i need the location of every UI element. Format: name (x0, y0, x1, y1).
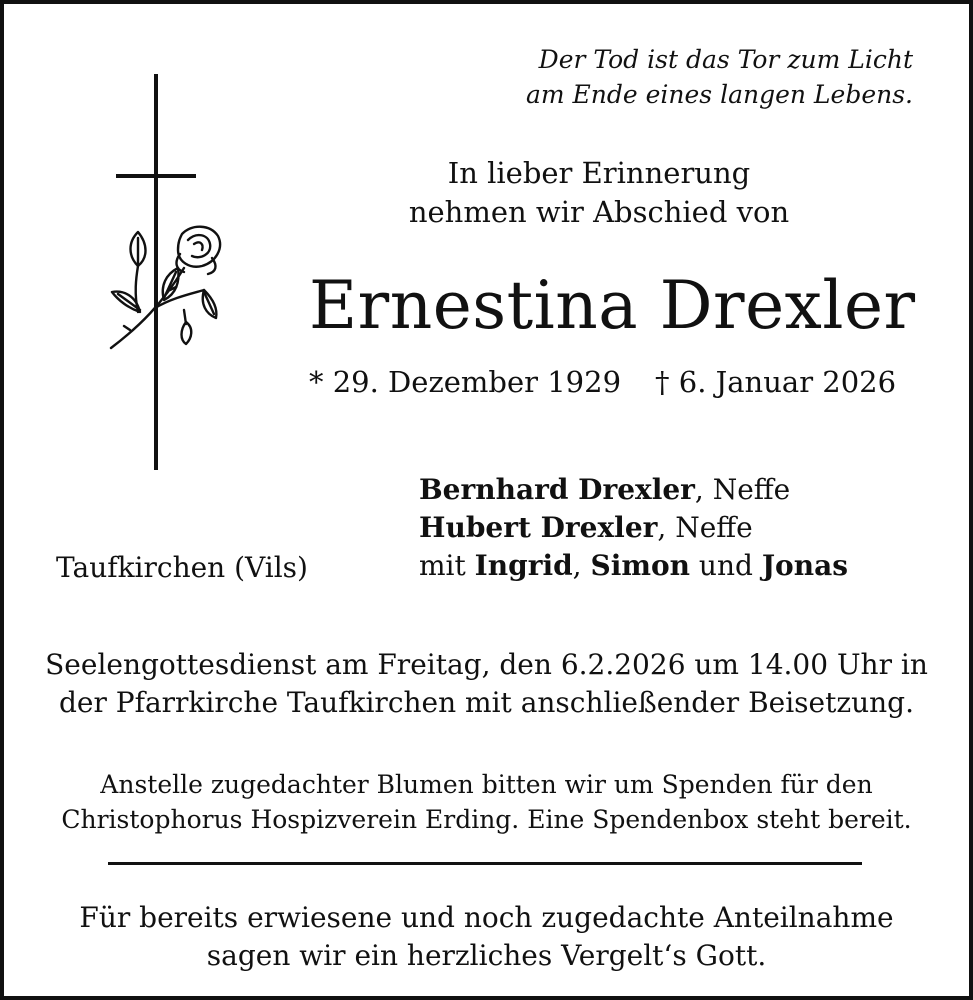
mourner-name: Simon (590, 549, 691, 582)
rose-icon (111, 227, 220, 348)
epigraph-quote (526, 42, 913, 112)
intro-line-2: nehmen wir Abschied von (408, 195, 790, 229)
mourner-line-1 (419, 471, 848, 509)
donation-line-2: Christophorus Hospizverein Erding. Eine Spendenbox steht bereit. (61, 805, 912, 834)
divider-line (108, 862, 862, 865)
mourner-line-3 (419, 547, 848, 585)
quote-line-2: am Ende eines langen Lebens. (525, 80, 913, 109)
deceased-name: Ernestina Drexler (309, 267, 916, 344)
intro-text (334, 154, 864, 232)
mourner-separator: , (572, 549, 591, 582)
mourner-prefix: mit (419, 549, 475, 582)
mourner-name: Hubert Drexler (419, 511, 658, 544)
donation-line-1: Anstelle zugedachter Blumen bitten wir um Spenden für den (100, 770, 873, 799)
intro-line-1: In lieber Erinnerung (447, 156, 751, 190)
mourner-relation: , Neffe (657, 511, 753, 544)
thanks-line-1: Für bereits erwiesene und noch zugedachte Anteilnahme (79, 901, 894, 934)
life-dates (309, 363, 896, 401)
mourner-name: Jonas (761, 549, 848, 582)
quote-line-1: Der Tod ist das Tor zum Licht (538, 45, 913, 74)
place-of-residence: Taufkirchen (Vils) (56, 551, 308, 584)
service-line-1: Seelengottesdienst am Freitag, den 6.2.2026 um 14.00 Uhr in (45, 648, 928, 681)
service-announcement (4, 646, 969, 722)
mourner-name: Bernhard Drexler (419, 473, 695, 506)
cross-with-rose-illustration (100, 72, 230, 472)
mourners-list (419, 471, 848, 585)
thanks-message (4, 899, 969, 975)
mourner-name: Ingrid (474, 549, 573, 582)
service-line-2: der Pfarrkirche Taufkirchen mit anschließender Beisetzung. (58, 686, 915, 719)
mourner-relation: , Neffe (694, 473, 791, 506)
donation-request (4, 767, 969, 837)
death-date: † 6. Januar 2026 (655, 365, 897, 399)
thanks-line-2: sagen wir ein herzliches Vergelt‘s Gott. (206, 939, 767, 972)
mourner-separator: und (690, 549, 762, 582)
mourner-line-2 (419, 509, 848, 547)
birth-date: * 29. Dezember 1929 (309, 365, 622, 399)
